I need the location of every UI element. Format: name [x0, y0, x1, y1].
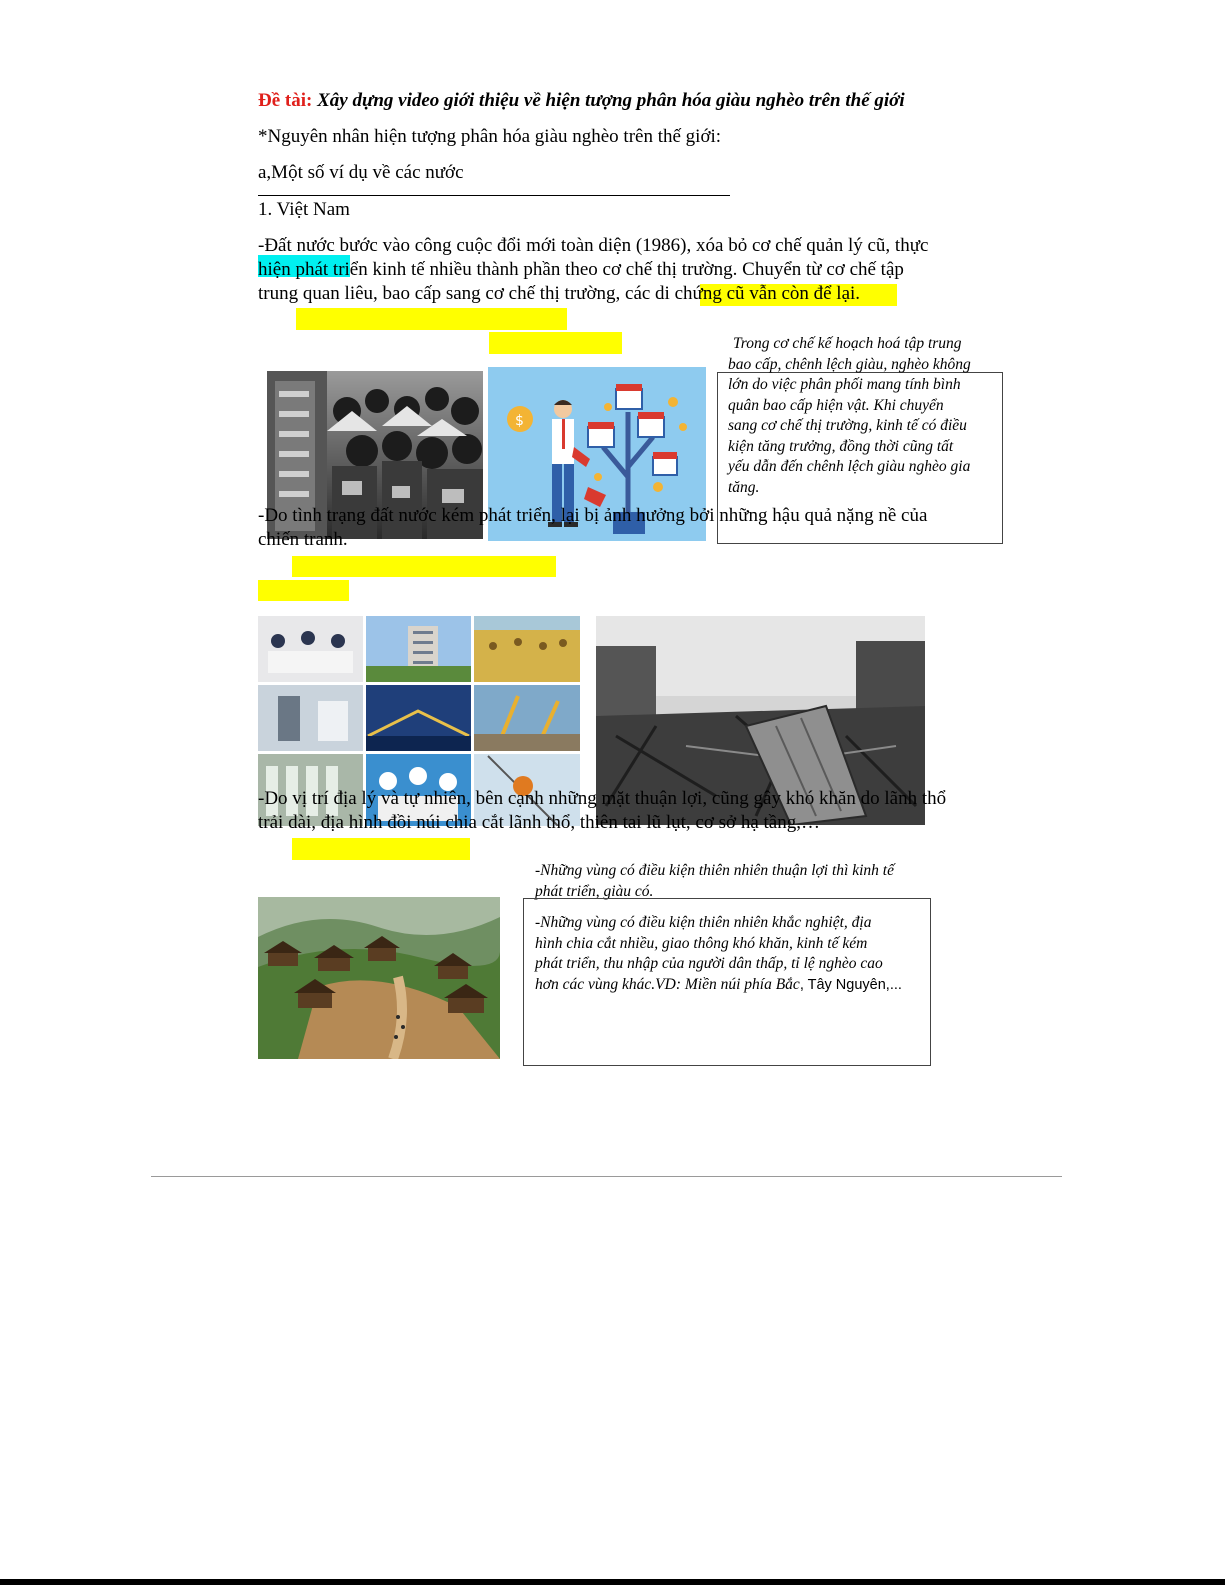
paragraph3-line1: -Do vị trí địa lý và tự nhiên, bên cạnh những mặt thuận lợi, cũng gây khó khăn do lãnh thổ	[258, 788, 947, 809]
note-1-line: sang cơ chế thị trường, kinh tế có điều	[728, 417, 967, 434]
note-2-text	[535, 861, 894, 902]
yellow-highlight-5	[258, 580, 349, 601]
note-3-text	[535, 913, 925, 995]
country-heading: 1. Việt Nam	[258, 199, 350, 220]
examples-heading: a,Một số ví dụ về các nước	[258, 162, 464, 183]
note-1-line: lớn do việc phân phối mang tính bình	[728, 376, 961, 393]
heading-rule	[258, 195, 730, 196]
bottom-edge-bar	[0, 1579, 1225, 1585]
note-3-line: hình chia cắt nhiều, giao thông khó khăn, kinh tế kém	[535, 934, 868, 952]
note-1-line: yếu dẫn đến chênh lệch giàu nghèo gia	[728, 458, 971, 475]
yellow-highlight-3	[489, 332, 622, 354]
yellow-highlight-2	[296, 308, 567, 330]
note-1-line: tăng.	[728, 478, 760, 496]
note-3-line4-plain: , Tây Nguyên,...	[799, 976, 902, 993]
title-label: Đề tài:	[258, 90, 313, 111]
note-1-line: kiện tăng trưởng, đồng thời cũng tất	[728, 437, 954, 455]
title-text: Xây dựng video giới thiệu về hiện tượng phân hóa giàu nghèo trên thế giới	[317, 90, 905, 111]
note-3-line	[535, 975, 925, 996]
paragraph1-line3	[258, 281, 860, 306]
mountain-village-image	[258, 897, 500, 1059]
note-1-line: Trong cơ chế kế hoạch hoá tập trung	[733, 335, 962, 352]
paragraph1-line3-a: trung quan liêu, bao cấp sang cơ chế thị trường, các di ch	[258, 283, 693, 304]
note-1-line: quân bao cấp hiện vật. Khi chuyển	[728, 396, 944, 414]
svg-text:$: $	[515, 413, 524, 429]
paragraph1-line3-b: ứng cũ vẫn còn để lại.	[692, 283, 861, 304]
paragraph2-line1: -Do tình trạng đất nước kém phát triển, lại bị ảnh hưởng bởi những hậu quả nặng nề của	[258, 505, 928, 526]
yellow-highlight-4	[292, 556, 556, 577]
note-1-line: bao cấp, chênh lệch giàu, nghèo không	[728, 355, 971, 373]
note-1-text	[728, 334, 1003, 498]
paragraph2-line2: chiến tranh.	[258, 529, 348, 550]
causes-heading: *Nguyên nhân hiện tượng phân hóa giàu nghèo trên thế giới:	[258, 126, 722, 147]
note-3-line: -Những vùng có điều kiện thiên nhiên khắc nghiệt, địa	[535, 914, 872, 931]
paragraph1-line2: hiện phát triển kinh tế nhiều thành phần theo cơ chế thị trường. Chuyển từ cơ chế tập	[258, 259, 904, 280]
note-3-line4-italic: hơn các vùng khác.VD: Miền núi phía Bắc	[535, 975, 800, 993]
mountain-village-photo	[258, 897, 500, 1059]
note-2-line: -Những vùng có điều kiện thiên nhiên thuận lợi thì kinh tế	[535, 862, 894, 879]
page-divider	[151, 1176, 1062, 1177]
document-title	[258, 88, 905, 113]
paragraph3-line2: trải dài, địa hình đồi núi chia cắt lãnh thổ, thiên tai lũ lụt, cơ sở hạ tầng,…	[258, 812, 820, 833]
yellow-highlight-6	[292, 838, 470, 860]
note-3-line: phát triển, thu nhập của người dân thấp, tỉ lệ nghèo cao	[535, 955, 883, 972]
paragraph1-line1: -Đất nước bước vào công cuộc đổi mới toàn diện (1986), xóa bỏ cơ chế quản lý cũ, thực	[258, 235, 929, 256]
note-2-line: phát triển, giàu có.	[535, 882, 654, 900]
